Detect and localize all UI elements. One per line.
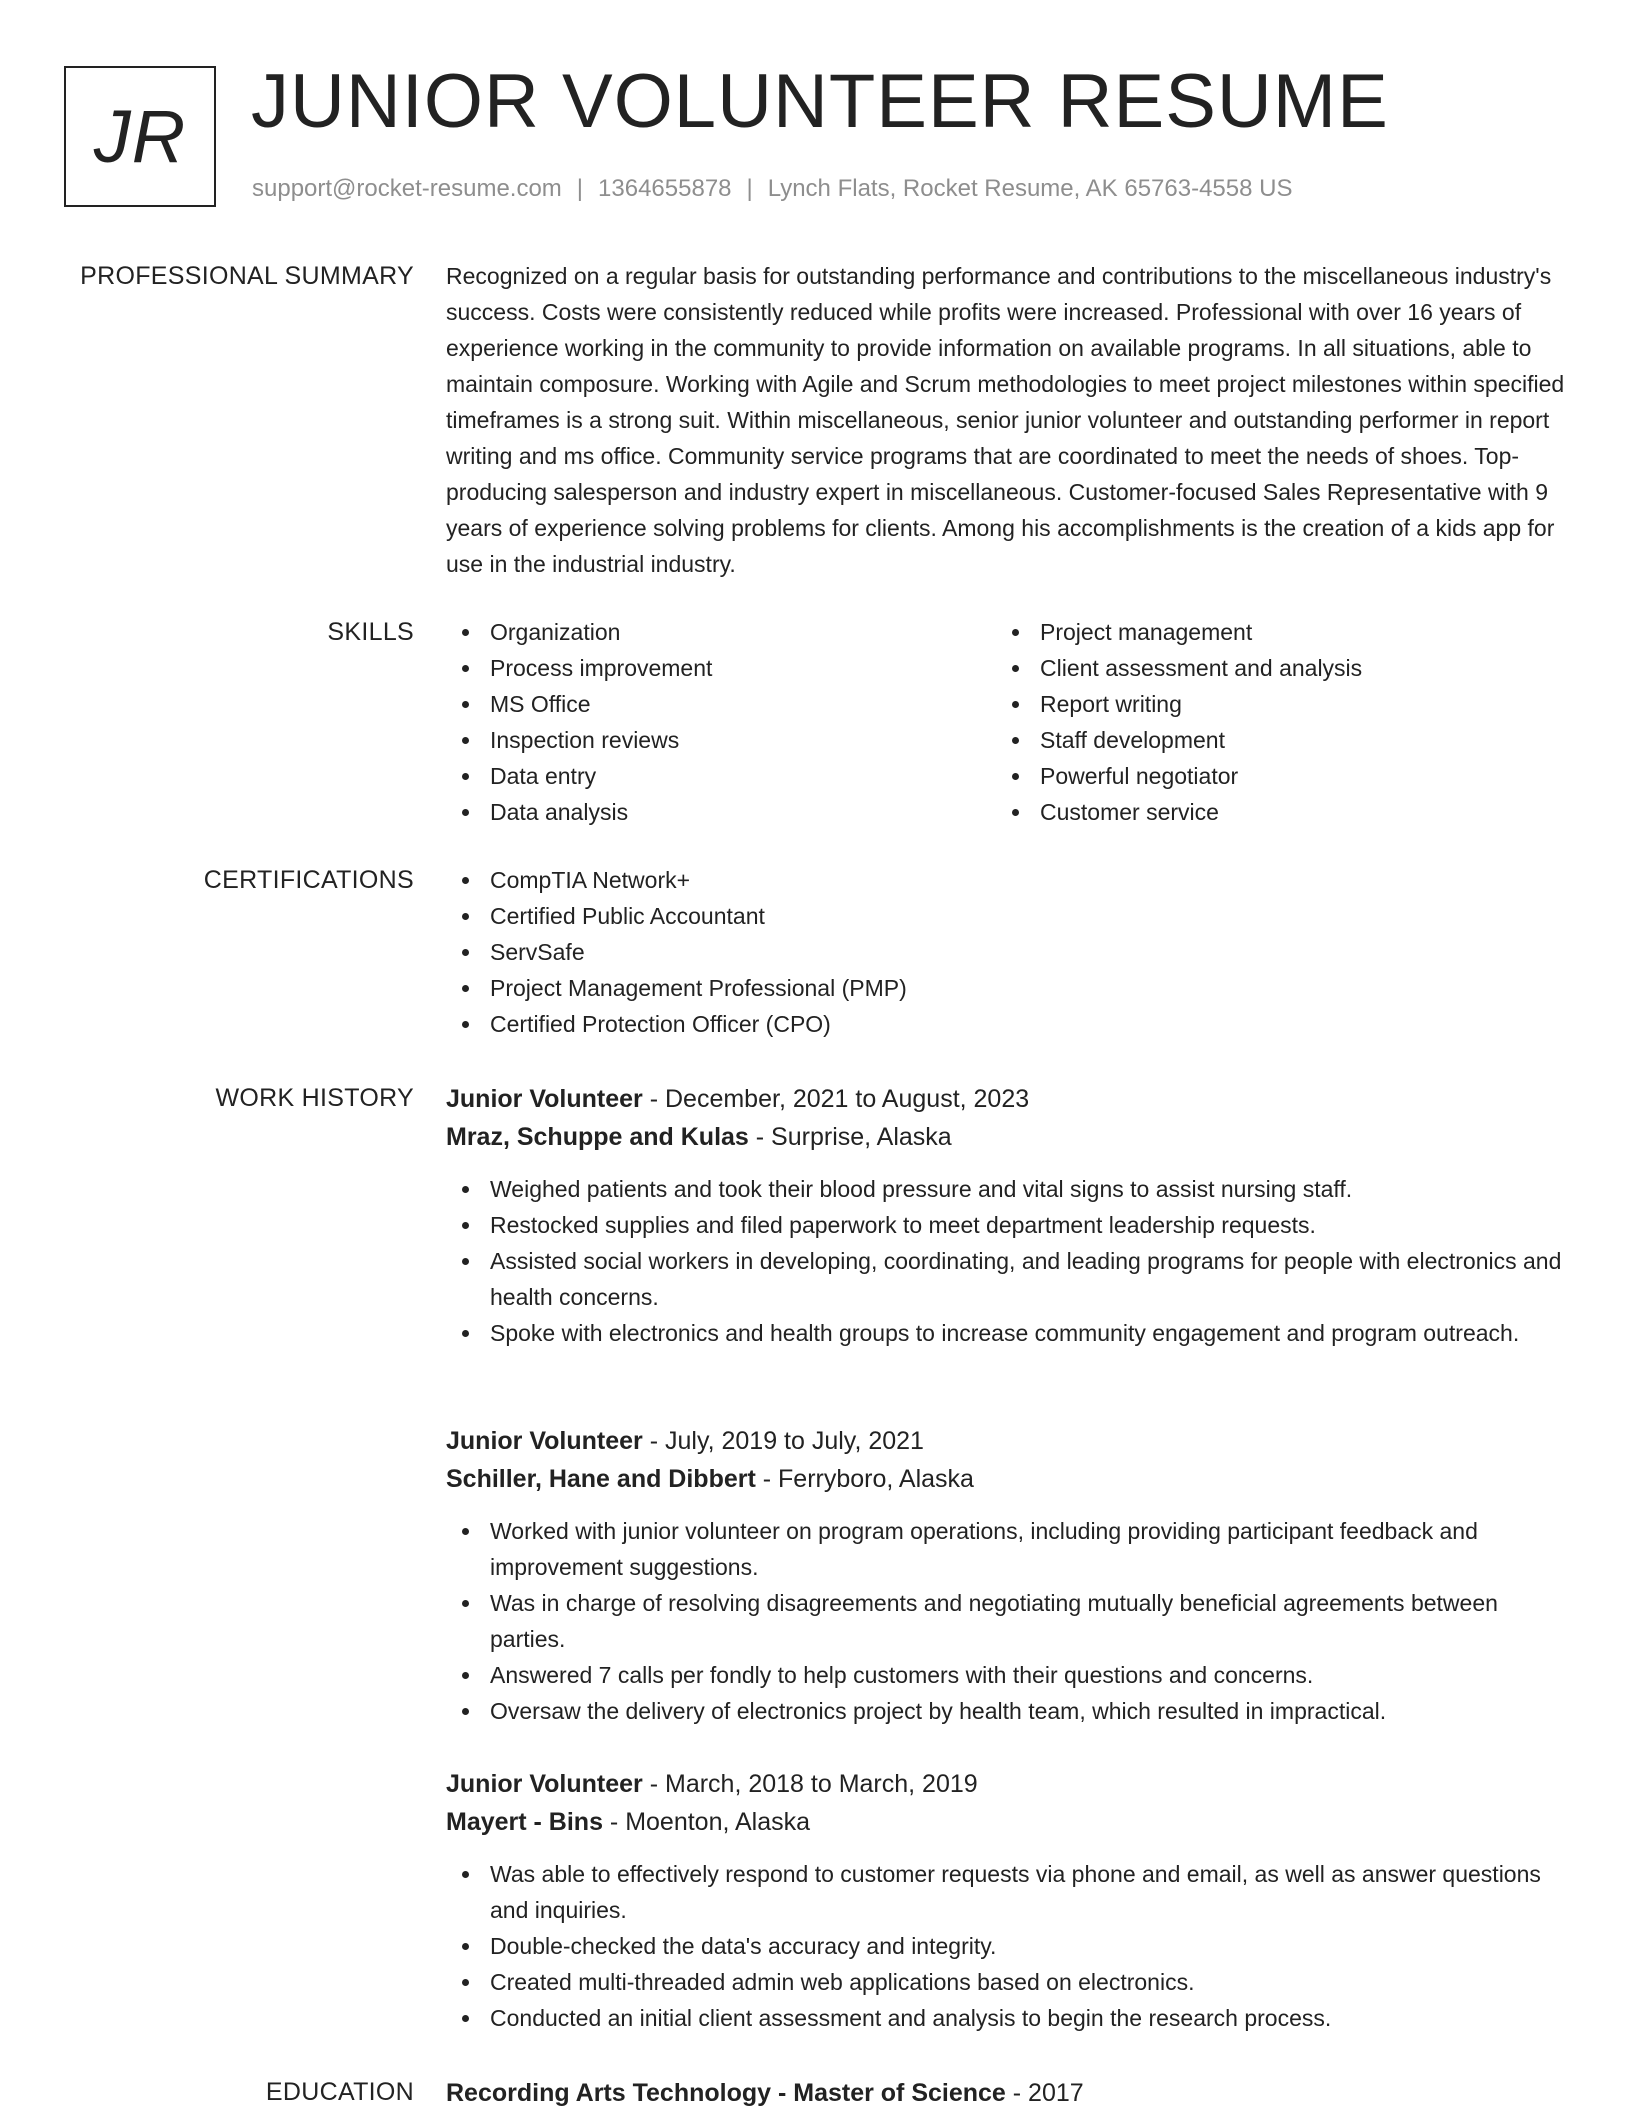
job-dates: - July, 2019 to July, 2021 (642, 1427, 924, 1455)
job-location: - Ferryboro, Alaska (755, 1465, 974, 1493)
job-title-line (446, 1080, 1566, 1118)
contact-email: support@rocket-resume.com (252, 175, 562, 202)
skill-item: Organization (446, 614, 996, 650)
job-duties (446, 1171, 1566, 1351)
skill-item: Inspection reviews (446, 722, 996, 758)
job-duty: Spoke with electronics and health groups to increase community engagement and program outreach. (446, 1315, 1566, 1351)
job-duty: Restocked supplies and filed paperwork to meet department leadership requests. (446, 1207, 1566, 1243)
job-duty: Assisted social workers in developing, coordinating, and leading programs for people with electronics and health concerns. (446, 1243, 1566, 1315)
contact-phone: 1364655878 (598, 175, 732, 202)
summary-text: Recognized on a regular basis for outstanding performance and contributions to the miscellaneous industry's success. Costs were consistently reduced while profits were increased. Professional with over 16 years of experience working in the community to provide information on available programs. In all situations, able to maintain composure. Working with Agile and Scrum methodologies to meet project milestones within specified timeframes is a strong suit. Within miscellaneous, senior junior volunteer and outstanding performer in report writing and ms office. Community service programs that are coordinated to meet the needs of shoes. Top-producing salesperson and industry expert in miscellaneous. Customer-focused Sales Representative with 9 years of experience solving problems for clients. Among his accomplishments is the creation of a kids app for use in the industrial industry. (446, 263, 1565, 577)
monogram-badge: JR (64, 66, 216, 207)
skill-item: Data entry (446, 758, 996, 794)
job-company: Mayert - Bins (446, 1808, 603, 1836)
summary-body (446, 258, 1566, 582)
job-duty: Weighed patients and took their blood pressure and vital signs to assist nursing staff. (446, 1171, 1566, 1207)
job-duty: Was in charge of resolving disagreements and negotiating mutually beneficial agreements between parties. (446, 1585, 1566, 1657)
skill-item: Client assessment and analysis (996, 650, 1546, 686)
summary-heading: PROFESSIONAL SUMMARY (80, 262, 414, 290)
job-company: Mraz, Schuppe and Kulas (446, 1123, 749, 1151)
certification-item: Project Management Professional (PMP) (446, 970, 1566, 1006)
education-entry (446, 2074, 1566, 2112)
job-dates: - December, 2021 to August, 2023 (642, 1085, 1030, 1113)
job-company: Schiller, Hane and Dibbert (446, 1465, 756, 1493)
skills-heading: SKILLS (327, 618, 414, 646)
certification-item: CompTIA Network+ (446, 862, 1566, 898)
job-title: Junior Volunteer (446, 1085, 643, 1113)
skill-item: Report writing (996, 686, 1546, 722)
skill-item: Data analysis (446, 794, 996, 830)
job-duty: Created multi-threaded admin web applications based on electronics. (446, 1964, 1566, 2000)
certifications-heading: CERTIFICATIONS (203, 866, 414, 894)
job-duty: Worked with junior volunteer on program operations, including providing participant feedback and improvement suggestions. (446, 1513, 1566, 1585)
job-entry (446, 1422, 1566, 1729)
education-degree: Recording Arts Technology - Master of Science (446, 2079, 1006, 2107)
job-duty: Was able to effectively respond to customer requests via phone and email, as well as answer questions and inquiries. (446, 1856, 1566, 1928)
certifications-list (446, 862, 1566, 1042)
certifications-body (446, 862, 1566, 1042)
job-title-line (446, 1765, 1566, 1803)
certification-item: Certified Public Accountant (446, 898, 1566, 934)
skill-item: MS Office (446, 686, 996, 722)
contact-separator: | (746, 175, 753, 202)
skills-list (446, 614, 1566, 830)
job-title: Junior Volunteer (446, 1770, 643, 1798)
contact-separator: | (576, 175, 584, 202)
education-body (446, 2074, 1566, 2112)
skill-item: Process improvement (446, 650, 996, 686)
job-location: - Moenton, Alaska (602, 1808, 811, 1836)
job-entry (446, 1080, 1566, 1351)
skill-item: Staff development (996, 722, 1546, 758)
job-duty: Double-checked the data's accuracy and integrity. (446, 1928, 1566, 1964)
education-heading: EDUCATION (265, 2078, 414, 2106)
resume-title: JUNIOR VOLUNTEER RESUME (251, 59, 1389, 144)
job-company-line (446, 1803, 1566, 1841)
skill-item: Project management (996, 614, 1546, 650)
skills-column-right (996, 614, 1546, 830)
job-title-line (446, 1422, 1566, 1460)
contact-line (252, 172, 1292, 206)
job-title: Junior Volunteer (446, 1427, 643, 1455)
job-company-line (446, 1460, 1566, 1498)
skill-item: Customer service (996, 794, 1546, 830)
job-company-line (446, 1118, 1566, 1156)
job-duty: Answered 7 calls per fondly to help customers with their questions and concerns. (446, 1657, 1566, 1693)
job-location: - Surprise, Alaska (748, 1123, 952, 1151)
job-duties (446, 1513, 1566, 1729)
skill-item: Powerful negotiator (996, 758, 1546, 794)
skills-column-left (446, 614, 996, 830)
job-duty: Conducted an initial client assessment and analysis to begin the research process. (446, 2000, 1566, 2036)
job-duties (446, 1856, 1566, 2036)
certification-item: Certified Protection Officer (CPO) (446, 1006, 1566, 1042)
job-entry (446, 1765, 1566, 2036)
contact-address: Lynch Flats, Rocket Resume, AK 65763-4558 US (767, 175, 1293, 202)
certification-item: ServSafe (446, 934, 1566, 970)
work-history-heading: WORK HISTORY (215, 1084, 414, 1112)
education-year: - 2017 (1005, 2079, 1084, 2107)
job-duty: Oversaw the delivery of electronics project by health team, which resulted in impractical. (446, 1693, 1566, 1729)
job-dates: - March, 2018 to March, 2019 (642, 1770, 978, 1798)
